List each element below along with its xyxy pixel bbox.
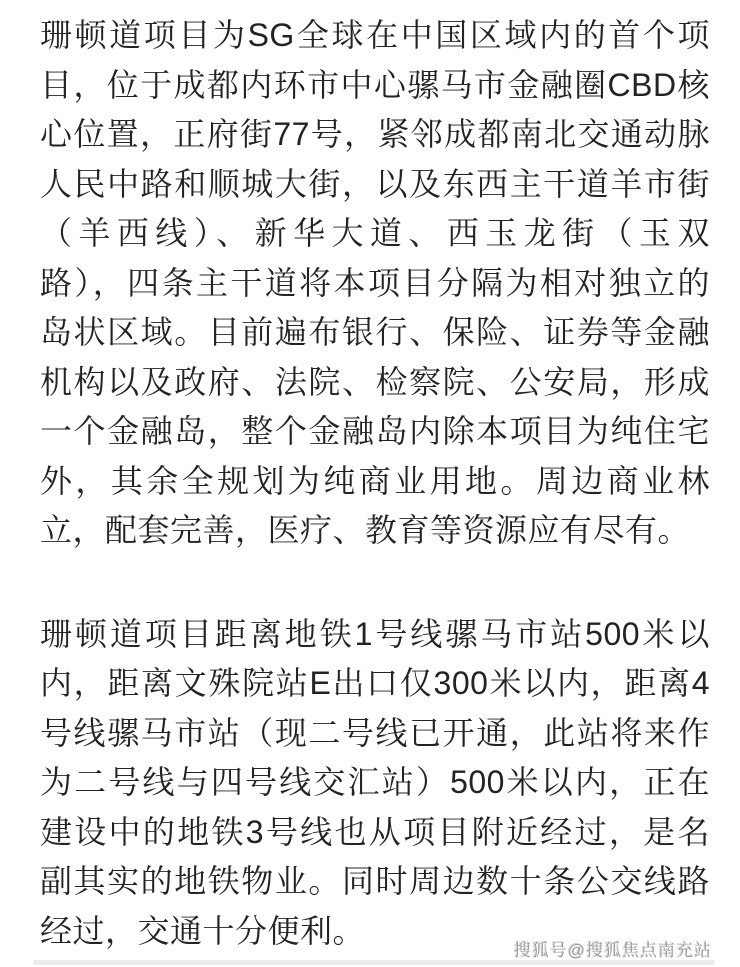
text-line: （羊西线）、新华大道、西玉龙街（玉双	[40, 215, 710, 251]
text-line: 号线骡马市站（现二号线已开通，此站将来作	[40, 714, 710, 751]
text-line: 路），四条主干道将本项目分隔为相对独立的	[40, 264, 710, 301]
text-line: 人民中路和顺城大街，以及东西主干道羊市街	[40, 165, 710, 202]
article-body	[40, 11, 710, 956]
text-line: 珊顿道项目为SG全球在中国区域内的首个项	[40, 17, 710, 53]
watermark-sohu: 搜狐号@搜狐焦点南充站	[513, 941, 712, 960]
text-line: 立，配套完善，医疗、教育等资源应有尽有。	[40, 512, 691, 548]
paragraph-transportation	[40, 610, 710, 957]
text-line: 一个金融岛，整个金融岛内除本项目为纯住宅	[40, 413, 710, 449]
text-line: 外，其余全规划为纯商业用地。周边商业林	[40, 462, 710, 499]
text-line: 心位置，正府街77号，紧邻成都南北交通动脉	[40, 116, 710, 152]
paragraph-project-location	[40, 11, 710, 556]
text-line: 岛状区域。目前遍布银行、保险、证券等金融	[40, 314, 710, 350]
text-line: 珊顿道项目距离地铁1号线骡马市站500米以	[40, 615, 710, 652]
text-line: 目，位于成都内环市中心骡马市金融圈CBD核	[40, 66, 710, 103]
bottom-divider	[33, 960, 715, 965]
text-line: 为二号线与四号线交汇站）500米以内，正在	[40, 764, 710, 800]
text-line: 建设中的地铁3号线也从项目附近经过，是名	[40, 813, 710, 850]
text-line: 副其实的地铁物业。同时周边数十条公交线路	[40, 863, 710, 899]
text-line: 经过，交通十分便利。	[40, 912, 366, 949]
text-line: 机构以及政府、法院、检察院、公安局，形成	[40, 363, 710, 400]
text-line: 内，距离文殊院站E出口仅300米以内，距离4	[40, 665, 710, 701]
